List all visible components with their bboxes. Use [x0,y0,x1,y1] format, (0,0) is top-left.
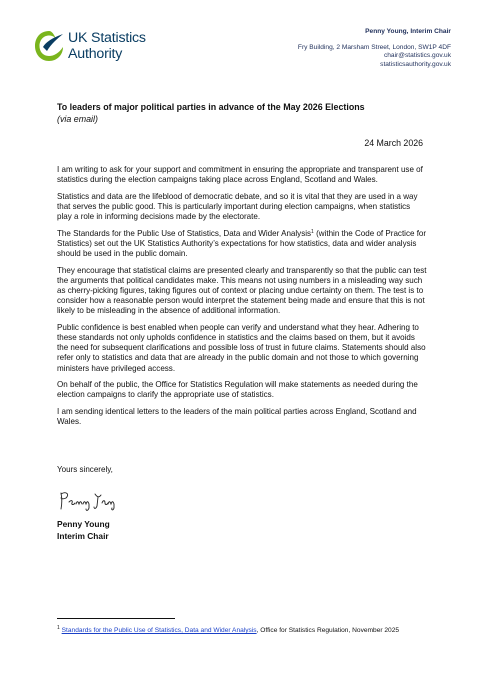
letter-body [57,165,427,434]
footnote-divider [57,618,175,619]
footnote-reference[interactable]: 1 [311,228,314,235]
body-paragraph-3 [57,229,427,260]
logo-text-line1: UK Statistics [68,30,146,46]
handwritten-signature [58,488,128,514]
body-paragraph-5: Public confidence is best enabled when people can verify and understand what they hear. Adhering to these standards not only upholds confidence in statistics and the claims based on them, but it avoids the need for subsequent clarifications and possible loss of trust in future claims. Statements should also refer only to statistics and data that are already in the public domain and not those to which governing ministers have privileged access. [57,322,426,373]
footnote-source: , Office for Statistics Regulation, November 2025 [256,627,400,634]
body-paragraph-1: I am writing to ask for your support and commitment in ensuring the appropriate and transparent use of statistics during the election campaigns taking place across England, Scotland and Wales. [57,165,423,185]
body-paragraph-2: Statistics and data are the lifeblood of democratic debate, and so it is vital that they are used in a way that serves the public good. This is particularly important during election campaigns, when statistics play a role in informing decisions made by the electorate. [57,191,418,222]
sender-name: Penny Young, Interim Chair [365,28,451,35]
recipient-title: To leaders of major political parties in advance of the May 2026 Elections [57,102,365,112]
sender-address: Fry Building, 2 Marsham Street, London, SW1P 4DF [297,43,451,51]
body-paragraph-6: On behalf of the public, the Office for Statistics Regulation will make statements as needed during the election campaigns to clarify the appropriate use of statistics. [57,380,418,400]
signer-role: Interim Chair [57,530,109,541]
letter-date: 24 March 2026 [364,138,423,148]
footnote-number: 1 [57,625,60,631]
footnote-link[interactable]: Standards for the Public Use of Statistics, Data and Wider Analysis [61,627,257,634]
paragraph-3-start: The Standards for the Public Use of Statistics, Data and Wider Analysis [57,228,312,238]
body-paragraph-7: I am sending identical letters to the leaders of the main political parties across England, Scotland and Wales. [57,406,417,427]
paragraph-3-end: (within the Code of Practice for Statistics) set out the UK Statistics Authority’s expectations for how statistics, data and wider analysis should be used in the public domain. [57,228,427,259]
closing-salutation: Yours sincerely, [57,465,113,474]
letterhead-contact [298,28,451,69]
footnote [57,626,437,635]
logo-text-line2: Authority [68,46,123,62]
uk-statistics-authority-logo [33,29,168,63]
signer-name: Penny Young [57,519,110,529]
body-paragraph-4: They encourage that statistical claims are presented clearly and transparently so that the public can test the arguments that political candidates make. This means not using numbers in a misleading way such as cherry-picking figures, taking figures out of context or placing undue certainty on them. The test is to consider how a reasonable person would interpret the statement being made and ensure that this is not likely to be misleading in the absence of additional information. [57,265,427,316]
sender-email[interactable]: chair@statistics.gov.uk [383,52,451,60]
logo-swoosh-icon [33,29,65,63]
delivery-method: (via email) [57,113,98,124]
recipient-block [57,102,437,125]
sender-website[interactable]: statisticsauthority.gov.uk [380,60,451,68]
signer-block [57,519,110,542]
